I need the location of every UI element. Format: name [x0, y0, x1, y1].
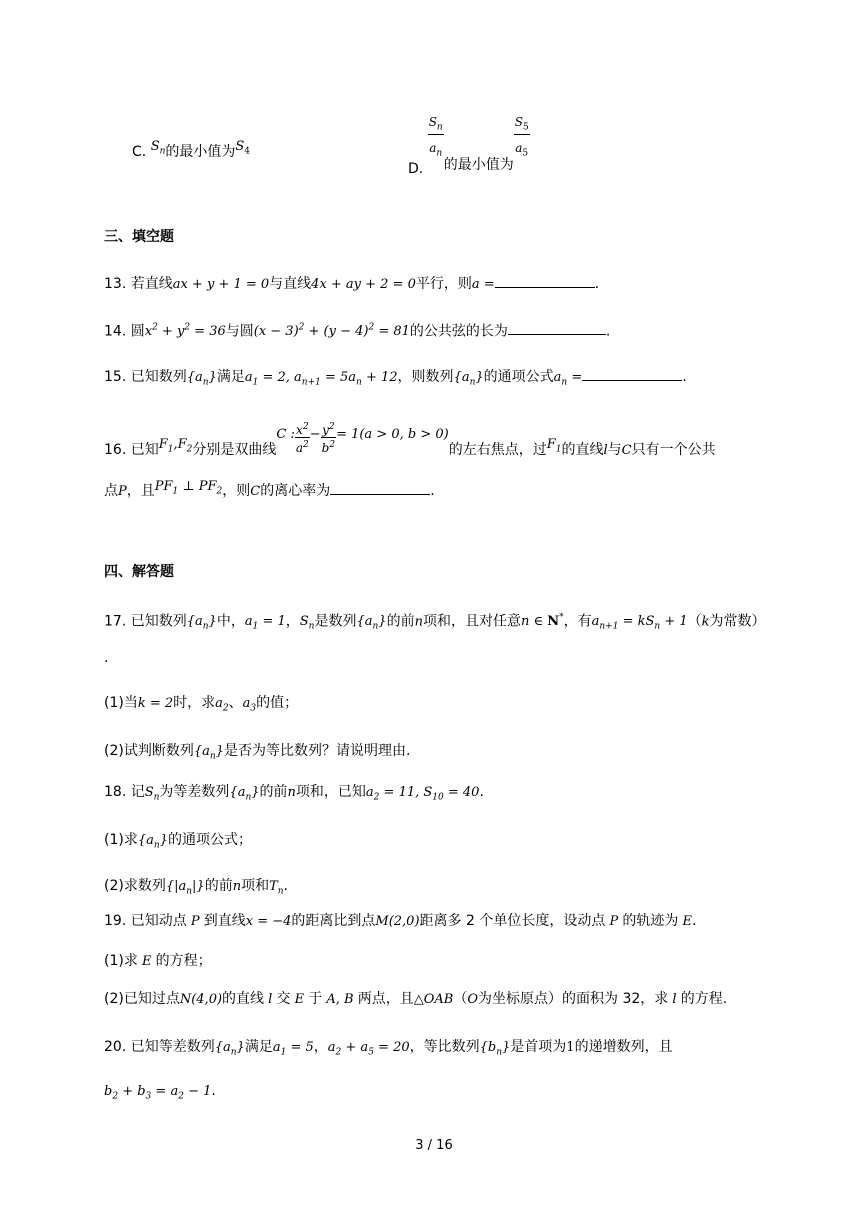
math: $\{a_n\}$: [186, 370, 217, 388]
math: $\{a_n\}$: [453, 370, 484, 388]
answer-blank[interactable]: [330, 480, 430, 495]
math: $\{a_n\}$: [186, 614, 217, 632]
math: $a_{n+1} = kS_n + 1$: [591, 614, 688, 632]
math: $\{|a_n|\}$: [165, 879, 205, 897]
math: $a_1 = 5$: [272, 1040, 314, 1058]
option-c: C. $S_n$的最小值为$S_4$: [132, 139, 251, 160]
math-fraction: $\frac{y^2}{b^2}$: [321, 422, 336, 455]
question-18-part-2: (2)求数列$\{|a_n|\}$的前n项和$T_n$.: [104, 878, 288, 897]
question-20-line-2: $b_2 + b_3 = a_2 - 1$.: [104, 1083, 216, 1102]
question-19-part-1: (1)求 E 的方程；: [104, 953, 212, 969]
math: M(2,0): [375, 914, 420, 929]
question-18: 18. 记$S_n$为等差数列$\{a_n\}$的前n项和，已知$a_2 = 11$, $S_{10} = 40$.: [104, 784, 484, 803]
question-19-part-2: (2)已知过点N(4,0)的直线 l 交 E 于 A, B 两点，且△OAB（O为坐标原点）的面积为 32，求 l 的方程.: [104, 991, 728, 1007]
question-14: 14. 圆$x^2 + y^2 = 36$与圆$(x - 3)^2 + (y - 4)^2 = 81$的公共弦的长为 .: [104, 318, 610, 342]
math: △OAB: [413, 992, 454, 1007]
question-17-dot: .: [104, 650, 109, 666]
math: $a_1 = 2$, $a_{n+1} = 5a_n + 12$: [244, 370, 398, 388]
math: $a_2 = 11$, $S_{10} = 40$: [365, 785, 480, 803]
math: $\{a_n\}$: [229, 785, 260, 803]
math-fraction: $\frac{S_5}{a_5}$: [514, 115, 529, 159]
question-16: 16. 已知$F_1,F_2$分别是双曲线C : $\frac{x^2}{a^2}$ − $\frac{y^2}{b^2}$ = 1(a > 0, b > 0)的左右焦点，过$F_1$的直线l与C只有一个公共: [104, 422, 716, 458]
question-19: 19. 已知动点 P 到直线x = −4的距离比到点M(2,0)距离多 2 个单位长度，设动点 P 的轨迹为 E.: [104, 913, 697, 929]
math: $PF_1$ ⊥ $PF_2$: [154, 479, 223, 497]
math: $\{a_n\}$: [356, 614, 387, 632]
section-title: 三、填空题: [104, 229, 174, 245]
question-20: 20. 已知等差数列$\{a_n\}$满足$a_1 = 5$，$a_2 + a_5 = 20$，等比数列$\{b_n\}$是首项为1的递增数列，且: [104, 1039, 673, 1058]
math-fraction: $\frac{S_n}{a_n}$: [428, 115, 443, 159]
math: $a_1 = 1$: [244, 614, 286, 632]
math: $S_4$: [235, 139, 251, 157]
math: $\{a_n\}$: [214, 1040, 245, 1058]
math: x = −4: [245, 914, 292, 929]
answer-blank[interactable]: [508, 320, 606, 335]
math: $(x - 3)^2 + (y - 4)^2 = 81$: [253, 323, 410, 340]
page-number: 3 / 16: [415, 1138, 453, 1153]
math: $a_2 + a_5 = 20$: [327, 1040, 410, 1058]
question-16-line-2: 点P，且$PF_1$ ⊥ $PF_2$，则C的离心率为 .: [104, 479, 435, 499]
math: n ∈ N*: [520, 613, 564, 630]
math: $b_2 + b_3 = a_2 - 1$: [104, 1084, 212, 1102]
math: k = 2: [137, 696, 174, 711]
math: $x^2 + y^2 = 36$: [144, 323, 226, 340]
section-title: 四、解答题: [104, 564, 174, 580]
math: $\{b_n\}$: [479, 1040, 511, 1058]
math-fraction: $\frac{x^2}{a^2}$: [295, 422, 309, 455]
math: 4x + ay + 2 = 0: [311, 277, 416, 292]
math: C :: [276, 426, 295, 442]
math: $a_n$ =: [553, 370, 583, 388]
math: ax + y + 1 = 0: [172, 277, 270, 292]
math: $F_1,F_2$: [158, 436, 193, 455]
question-17-part-2: (2)试判断数列$\{a_n\}$是否为等比数列？请说明理由.: [104, 743, 411, 762]
question-13: 13. 若直线ax + y + 1 = 0与直线4x + ay + 2 = 0平行，则a = .: [104, 273, 599, 295]
option-d: D. $\frac{S_n}{a_n}$ 的最小值为 $\frac{S_5}{a_5}$: [408, 115, 529, 177]
math: $\{a_n\}$: [137, 833, 168, 851]
math: = 1(a > 0, b > 0): [336, 426, 449, 442]
math: a =: [471, 277, 495, 292]
question-17: 17. 已知数列$\{a_n\}$中，$a_1 = 1$，$S_n$是数列$\{a_n\}$的前n项和，且对任意n ∈ N*，有$a_{n+1} = kS_n + 1(k$为常数）: [104, 613, 766, 632]
math: $F_1$: [546, 436, 562, 455]
answer-blank[interactable]: [495, 273, 595, 288]
answer-blank[interactable]: [582, 366, 682, 381]
question-17-part-1: (1)当k = 2时，求$a_2$、$a_3$的值；: [104, 695, 299, 714]
question-15: 15. 已知数列$\{a_n\}$满足$a_1 = 2$, $a_{n+1} = 5a_n + 12$，则数列$\{a_n\}$的通项公式$a_n$ = .: [104, 366, 687, 393]
math: $S_n$: [150, 139, 166, 157]
math: $\{a_n\}$: [193, 744, 224, 762]
question-18-part-1: (1)求$\{a_n\}$的通项公式；: [104, 832, 252, 851]
math: N(4,0): [179, 992, 223, 1007]
